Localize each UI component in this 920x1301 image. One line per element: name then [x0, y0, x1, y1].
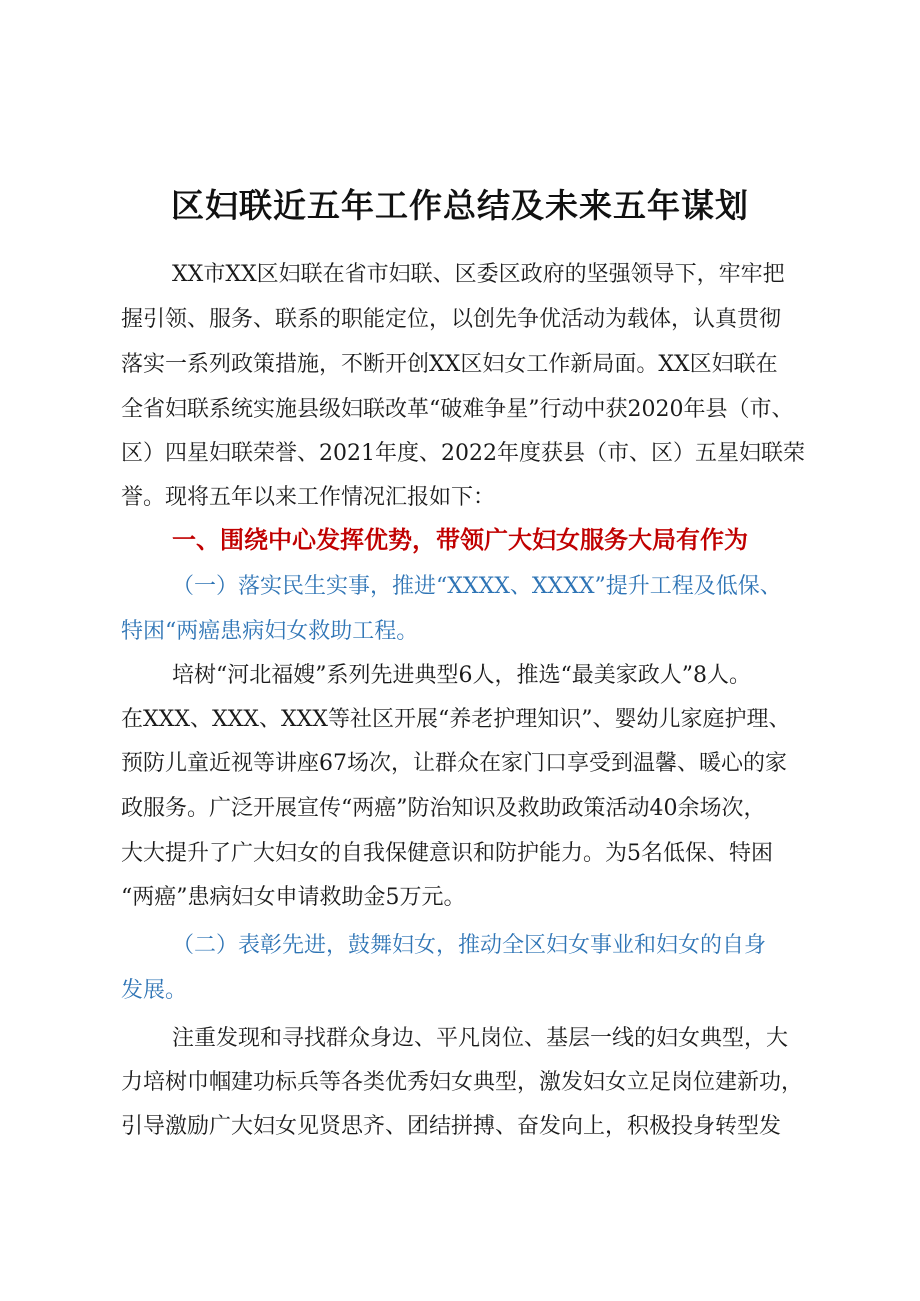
body-line: 预防儿童近视等讲座67场次，让群众在家门口享受到温馨、暖心的家	[121, 751, 787, 776]
body-line: 政服务。广泛开展宣传“两癌”防治知识及救助政策活动40余场次，	[121, 796, 766, 821]
intro-line: 全省妇联系统实施县级妇联改革“破难争星”行动中获2020年县（市、	[121, 397, 794, 422]
intro-line: 区）四星妇联荣誉、2021年度、2022年度获县（市、区）五星妇联荣	[121, 441, 805, 466]
intro-line: 誉。现将五年以来工作情况汇报如下：	[121, 485, 496, 510]
body-line: 注重发现和寻找群众身边、平凡岗位、基层一线的妇女典型，大	[172, 1026, 789, 1051]
body-line: 培树“河北福嫂”系列先进典型6人，推选“最美家政人”8人。	[172, 663, 751, 688]
body-line: 在XXX、XXX、XXX等社区开展“养老护理知识”、婴幼儿家庭护理、	[121, 707, 791, 732]
subsection-heading-2-cont: 发展。	[121, 978, 188, 1003]
subsection-heading-2: （二）表彰先进，鼓舞妇女，推动全区妇女事业和妇女的自身	[172, 933, 767, 958]
body-line: 力培树巾帼建功标兵等各类优秀妇女典型，激发妇女立足岗位建新功，	[121, 1070, 804, 1095]
body-line: 引导激励广大妇女见贤思齐、团结拼搏、奋发向上，积极投身转型发	[121, 1114, 782, 1139]
intro-line: 落实一系列政策措施，不断开创XX区妇女工作新局面。XX区妇联在	[121, 352, 778, 377]
intro-line: 握引领、服务、联系的职能定位，以创先争优活动为载体，认真贯彻	[121, 307, 782, 332]
document-title: 区妇联近五年工作总结及未来五年谋划	[171, 186, 749, 226]
subsection-heading-1: （一）落实民生实事，推进“XXXX、XXXX”提升工程及低保、	[172, 574, 782, 599]
body-line: “两癌”患病妇女申请救助金5万元。	[121, 885, 466, 910]
intro-line: XX市XX区妇联在省市妇联、区委区政府的坚强领导下，牢牢把	[172, 262, 785, 287]
subsection-heading-1-cont: 特困“两癌患病妇女救助工程。	[121, 619, 419, 644]
body-line: 大大提升了广大妇女的自我保健意识和防护能力。为5名低保、特困	[121, 841, 773, 866]
section-heading-1: 一、围绕中心发挥优势，带领广大妇女服务大局有作为	[172, 526, 748, 554]
